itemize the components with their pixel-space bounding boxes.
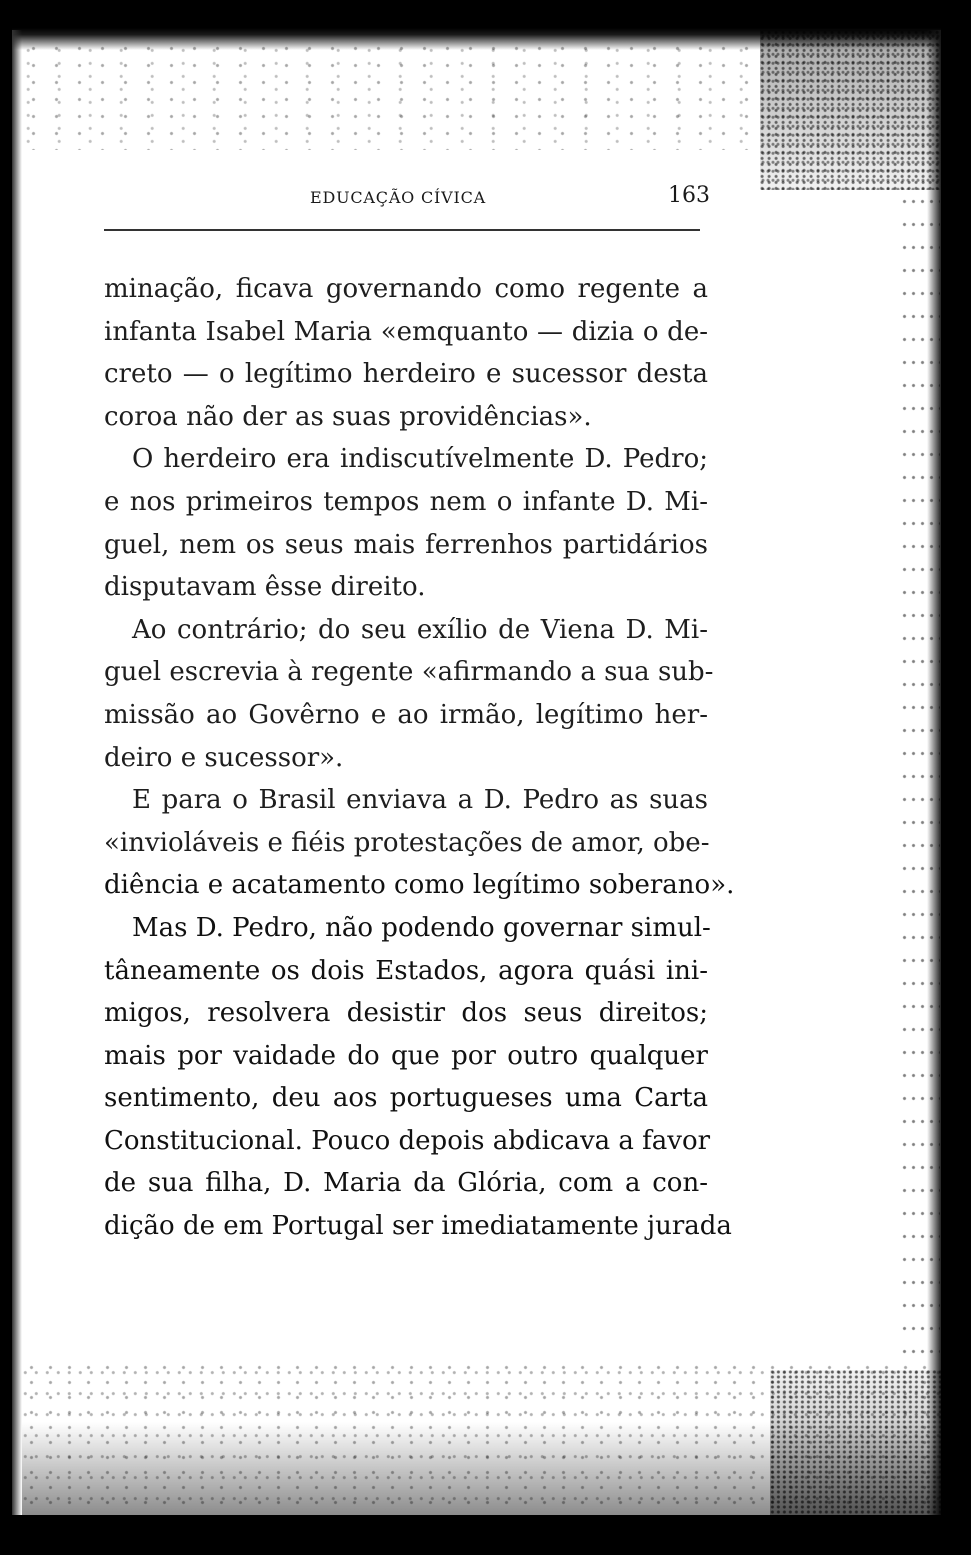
text-line: creto — o legítimo herdeiro e sucessor desta (104, 359, 708, 390)
text-line: Ao contrário; do seu exílio de Viena D. Mi- (132, 614, 708, 645)
scan-noise-bottom-right (770, 1370, 941, 1515)
scan-border-bottom (0, 1515, 971, 1555)
text-line: diência e acatamento como legítimo soberano». (104, 870, 735, 901)
running-head: EDUCAÇÃO CÍVICA (310, 188, 487, 207)
text-line: sentimento, deu aos portugueses uma Carta (104, 1083, 708, 1114)
text-line: infanta Isabel Maria «emquanto — dizia o de- (104, 316, 708, 347)
scan-noise-top-right (760, 30, 941, 190)
text-line: missão ao Govêrno e ao irmão, legítimo her- (104, 699, 708, 730)
text-line: mais por vaidade do que por outro qualquer (104, 1040, 708, 1071)
text-line: e nos primeiros tempos nem o infante D. Mi- (104, 486, 708, 517)
text-line: disputavam êsse direito. (104, 572, 426, 603)
scan-border-top (0, 0, 971, 30)
text-line: Mas D. Pedro, não podendo governar simul- (132, 912, 711, 943)
text-line: deiro e sucessor». (104, 742, 344, 773)
text-line: Constitucional. Pouco depois abdicava a favor (104, 1125, 711, 1156)
body-text (104, 268, 735, 1248)
text-line: coroa não der as suas providências». (104, 401, 592, 432)
scan-border-left (0, 0, 12, 1555)
text-line: minação, ficava governando como regente a (104, 274, 708, 304)
text-line: guel escrevia à regente «afirmando a sua sub- (104, 657, 714, 688)
scan-border-right (941, 0, 971, 1555)
text-line: O herdeiro era indiscutívelmente D. Pedro; (132, 444, 708, 475)
text-line: de sua filha, D. Maria da Glória, com a con- (104, 1168, 708, 1199)
header-rule (104, 229, 700, 231)
text-line: guel, nem os seus mais ferrenhos partidários (104, 529, 708, 560)
text-line: tâneamente os dois Estados, agora quási ini- (104, 955, 708, 986)
text-line: migos, resolvera desistir dos seus direitos; (104, 998, 708, 1029)
text-line: «invioláveis e fiéis protestações de amor, obe- (104, 827, 710, 858)
page-number: 163 (668, 183, 710, 208)
text-line: dição de em Portugal ser imediatamente jurada (104, 1211, 732, 1242)
scan-border-left-edge (12, 30, 22, 1530)
text-line: E para o Brasil enviava a D. Pedro as suas (132, 785, 708, 816)
scan-noise-right (900, 190, 940, 1370)
scan-noise-top (22, 40, 762, 150)
